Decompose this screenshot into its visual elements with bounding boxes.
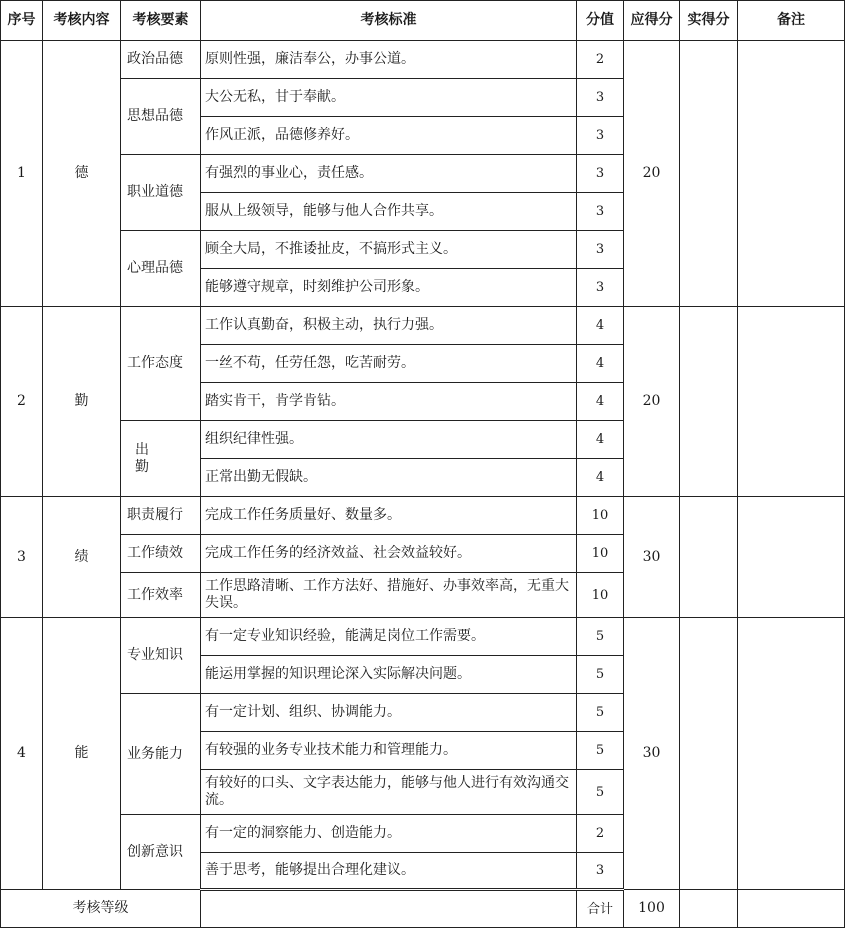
- element-name: 工作绩效: [121, 535, 201, 573]
- total-value: 100: [624, 890, 680, 928]
- points-value: 5: [577, 770, 624, 815]
- section-seq: 2: [1, 307, 43, 497]
- points-value: 4: [577, 383, 624, 421]
- standard-text: 有一定计划、组织、协调能力。: [201, 694, 577, 732]
- element-name: 思想品德: [121, 79, 201, 155]
- points-value: 4: [577, 345, 624, 383]
- standard-text: 完成工作任务的经济效益、社会效益较好。: [201, 535, 577, 573]
- standard-text: 有一定专业知识经验，能满足岗位工作需要。: [201, 618, 577, 656]
- points-value: 3: [577, 79, 624, 117]
- points-value: 3: [577, 853, 624, 890]
- element-name: 专业知识: [121, 618, 201, 694]
- header-seq: 序号: [1, 1, 43, 41]
- remarks-cell[interactable]: [738, 307, 845, 497]
- header-should-score: 应得分: [624, 1, 680, 41]
- standard-text: 顾全大局，不推诿扯皮，不搞形式主义。: [201, 231, 577, 269]
- remarks-cell[interactable]: [738, 41, 845, 307]
- element-name: 业务能力: [121, 694, 201, 815]
- points-value: 3: [577, 231, 624, 269]
- should-score-value: 20: [624, 41, 680, 307]
- standard-text: 正常出勤无假缺。: [201, 459, 577, 497]
- standard-text: 工作认真勤奋，积极主动，执行力强。: [201, 307, 577, 345]
- remarks-cell[interactable]: [738, 618, 845, 890]
- section-content: 能: [43, 618, 121, 890]
- actual-score-cell[interactable]: [680, 497, 738, 618]
- standard-text: 有强烈的事业心，责任感。: [201, 155, 577, 193]
- should-score-value: 20: [624, 307, 680, 497]
- header-standard: 考核标准: [201, 1, 577, 41]
- points-value: 10: [577, 497, 624, 535]
- section-seq: 3: [1, 497, 43, 618]
- element-name: 心理品德: [121, 231, 201, 307]
- points-value: 10: [577, 573, 624, 618]
- element-name: 创新意识: [121, 815, 201, 890]
- standard-text: 有一定的洞察能力、创造能力。: [201, 815, 577, 853]
- points-value: 3: [577, 269, 624, 307]
- points-value: 3: [577, 193, 624, 231]
- total-remarks-cell[interactable]: [738, 890, 845, 928]
- section-seq: 4: [1, 618, 43, 890]
- standard-text: 一丝不苟，任劳任怨，吃苦耐劳。: [201, 345, 577, 383]
- standard-text: 作风正派，品德修养好。: [201, 117, 577, 155]
- points-value: 4: [577, 421, 624, 459]
- points-value: 5: [577, 694, 624, 732]
- element-name: 职业道德: [121, 155, 201, 231]
- points-value: 4: [577, 307, 624, 345]
- element-name: 出勤: [121, 421, 201, 497]
- remarks-cell[interactable]: [738, 497, 845, 618]
- grade-label: 考核等级: [1, 890, 201, 928]
- standard-text: 完成工作任务质量好、数量多。: [201, 497, 577, 535]
- section-seq: 1: [1, 41, 43, 307]
- element-name: 工作效率: [121, 573, 201, 618]
- points-value: 3: [577, 117, 624, 155]
- header-remarks: 备注: [738, 1, 845, 41]
- standard-text: 组织纪律性强。: [201, 421, 577, 459]
- header-element: 考核要素: [121, 1, 201, 41]
- standard-text: 有较好的口头、文字表达能力，能够与他人进行有效沟通交流。: [201, 770, 577, 815]
- points-value: 5: [577, 656, 624, 694]
- points-value: 5: [577, 732, 624, 770]
- element-name: 政治品德: [121, 41, 201, 79]
- points-value: 2: [577, 41, 624, 79]
- header-points: 分值: [577, 1, 624, 41]
- section-content: 绩: [43, 497, 121, 618]
- standard-text: 大公无私，甘于奉献。: [201, 79, 577, 117]
- element-name: 工作态度: [121, 307, 201, 421]
- standard-text: 能够遵守规章，时刻维护公司形象。: [201, 269, 577, 307]
- actual-score-cell[interactable]: [680, 618, 738, 890]
- points-value: 2: [577, 815, 624, 853]
- standard-text: 善于思考，能够提出合理化建议。: [201, 853, 577, 890]
- standard-text: 有较强的业务专业技术能力和管理能力。: [201, 732, 577, 770]
- points-value: 3: [577, 155, 624, 193]
- should-score-value: 30: [624, 497, 680, 618]
- total-label: 合计: [577, 890, 624, 928]
- section-content: 勤: [43, 307, 121, 497]
- standard-text: 服从上级领导，能够与他人合作共享。: [201, 193, 577, 231]
- header-actual-score: 实得分: [680, 1, 738, 41]
- points-value: 4: [577, 459, 624, 497]
- standard-text: 踏实肯干，肯学肯钻。: [201, 383, 577, 421]
- header-content: 考核内容: [43, 1, 121, 41]
- total-actual-cell[interactable]: [680, 890, 738, 928]
- actual-score-cell[interactable]: [680, 41, 738, 307]
- points-value: 10: [577, 535, 624, 573]
- section-content: 德: [43, 41, 121, 307]
- points-value: 5: [577, 618, 624, 656]
- actual-score-cell[interactable]: [680, 307, 738, 497]
- element-name: 职责履行: [121, 497, 201, 535]
- standard-text: 工作思路清晰、工作方法好、措施好、办事效率高，无重大失误。: [201, 573, 577, 618]
- grade-input-cell[interactable]: [201, 890, 577, 928]
- standard-text: 能运用掌握的知识理论深入实际解决问题。: [201, 656, 577, 694]
- standard-text: 原则性强，廉洁奉公，办事公道。: [201, 41, 577, 79]
- should-score-value: 30: [624, 618, 680, 890]
